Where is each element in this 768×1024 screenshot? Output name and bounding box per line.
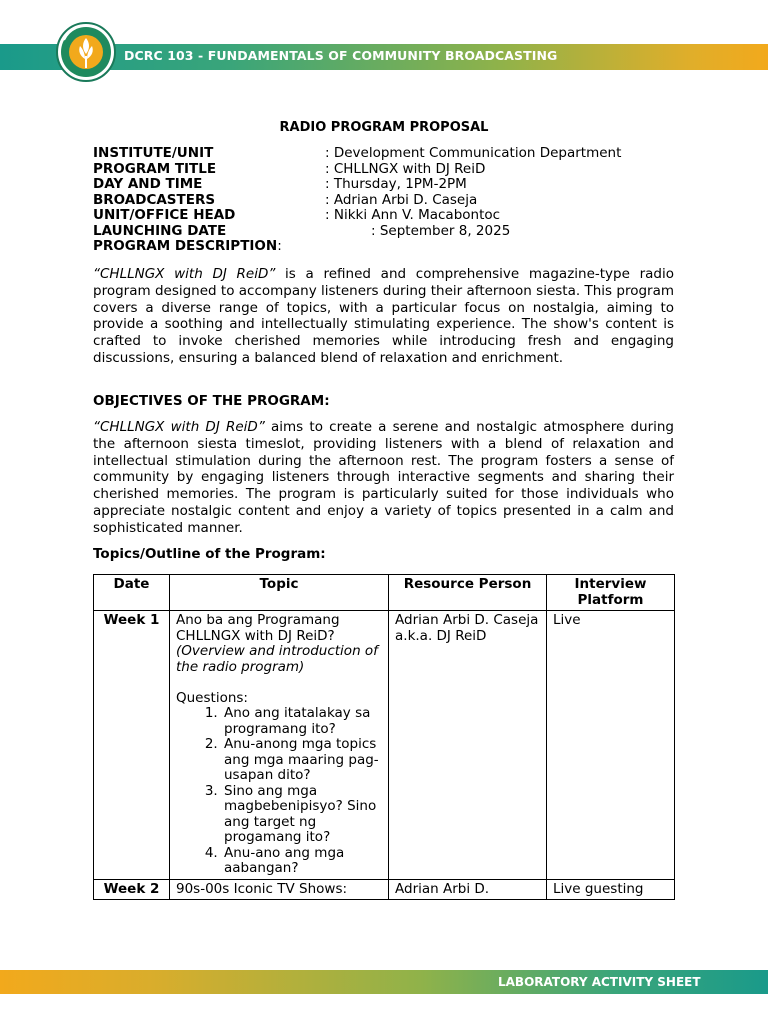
program-description-paragraph bbox=[93, 266, 674, 367]
list-item: 4. Anu-ano ang mga aabangan? bbox=[222, 846, 382, 877]
description-label bbox=[93, 239, 282, 255]
meta-value: : Development Communication Department bbox=[325, 145, 622, 161]
list-item: 2. Anu-anong mga topics ang mga maaring pag-usapan dito? bbox=[222, 737, 382, 784]
column-header-interview-platform: Interview Platform bbox=[547, 575, 675, 611]
row-platform: Live bbox=[547, 611, 675, 880]
meta-label: INSTITUTE/UNIT bbox=[93, 145, 214, 161]
meta-value: : CHLLNGX with DJ ReiD bbox=[325, 161, 486, 177]
row-topic bbox=[170, 611, 389, 880]
program-name-italic: “CHLLNGX with DJ ReiD” bbox=[93, 419, 265, 435]
objectives-heading: OBJECTIVES OF THE PROGRAM: bbox=[93, 393, 330, 409]
meta-value: : Adrian Arbi D. Caseja bbox=[325, 192, 478, 208]
objectives-text: aims to create a serene and nostalgic atmosphere during the afternoon siesta timeslot, providing listeners with a blend of relaxation and intellectual stimulation during the afternoon rest. The program fosters a sense of community by engaging listeners through interactive segments and sharing their cherished memories. The program is particularly suited for those individuals who appreciate nostalgic content and enjoy a variety of topics presented in a calm and sophisticated manner. bbox=[93, 419, 674, 536]
questions-list bbox=[176, 706, 382, 877]
questions-label: Questions: bbox=[176, 689, 248, 706]
column-header-resource-person: Resource Person bbox=[389, 575, 547, 611]
footer-label: LABORATORY ACTIVITY SHEET bbox=[498, 975, 701, 989]
row-platform: Live guesting bbox=[547, 879, 675, 900]
table-row bbox=[94, 879, 675, 900]
meta-label: DAY AND TIME bbox=[93, 176, 203, 192]
meta-label: LAUNCHING DATE bbox=[93, 223, 227, 239]
description-text: is a refined and comprehensive magazine-type radio program designed to accompany listeners during their afternoon siesta. This program covers a diverse range of topics, with a particular focus on nostalgia, aiming to provide a soothing and intellectually stimulating experience. The show's content is crafted to invoke cherished memories while introducing fresh and engaging discussions, ensuring a balanced blend of relaxation and enrichment. bbox=[93, 266, 675, 366]
row-resource-person: Adrian Arbi D. Caseja a.k.a. DJ ReiD bbox=[389, 611, 547, 880]
description-colon: : bbox=[277, 238, 282, 254]
column-header-topic: Topic bbox=[170, 575, 389, 611]
table-header-row bbox=[94, 575, 675, 611]
table-row bbox=[94, 611, 675, 880]
row-resource-person: Adrian Arbi D. bbox=[389, 879, 547, 900]
topic-main: Ano ba ang Programang CHLLNGX with DJ ReiD? bbox=[176, 612, 340, 644]
meta-value: : September 8, 2025 bbox=[371, 223, 511, 239]
meta-label: PROGRAM TITLE bbox=[93, 161, 217, 177]
topic-overview: (Overview and introduction of the radio program) bbox=[176, 643, 378, 675]
meta-label: UNIT/OFFICE HEAD bbox=[93, 207, 236, 223]
description-label-text: PROGRAM DESCRIPTION bbox=[93, 238, 278, 254]
meta-value: : Nikki Ann V. Macabontoc bbox=[325, 207, 501, 223]
column-header-date: Date bbox=[94, 575, 170, 611]
row-date: Week 2 bbox=[94, 879, 170, 900]
program-outline-table bbox=[93, 574, 675, 900]
course-title: DCRC 103 - FUNDAMENTALS OF COMMUNITY BROADCASTING bbox=[124, 48, 558, 63]
document-title: RADIO PROGRAM PROPOSAL bbox=[279, 120, 489, 135]
row-topic: 90s-00s Iconic TV Shows: bbox=[170, 879, 389, 900]
meta-value: : Thursday, 1PM-2PM bbox=[325, 176, 467, 192]
list-item: 3. Sino ang mga magbebenipisyo? Sino ang target ng progamang ito? bbox=[222, 784, 382, 846]
topics-heading: Topics/Outline of the Program: bbox=[93, 546, 326, 562]
row-date: Week 1 bbox=[94, 611, 170, 880]
page-break-mask bbox=[90, 917, 690, 969]
meta-label: BROADCASTERS bbox=[93, 192, 216, 208]
program-name-italic: “CHLLNGX with DJ ReiD” bbox=[93, 266, 276, 282]
university-seal-logo bbox=[56, 16, 116, 90]
objectives-paragraph bbox=[93, 419, 674, 537]
list-item: 1. Ano ang itatalakay sa programang ito? bbox=[222, 706, 382, 737]
